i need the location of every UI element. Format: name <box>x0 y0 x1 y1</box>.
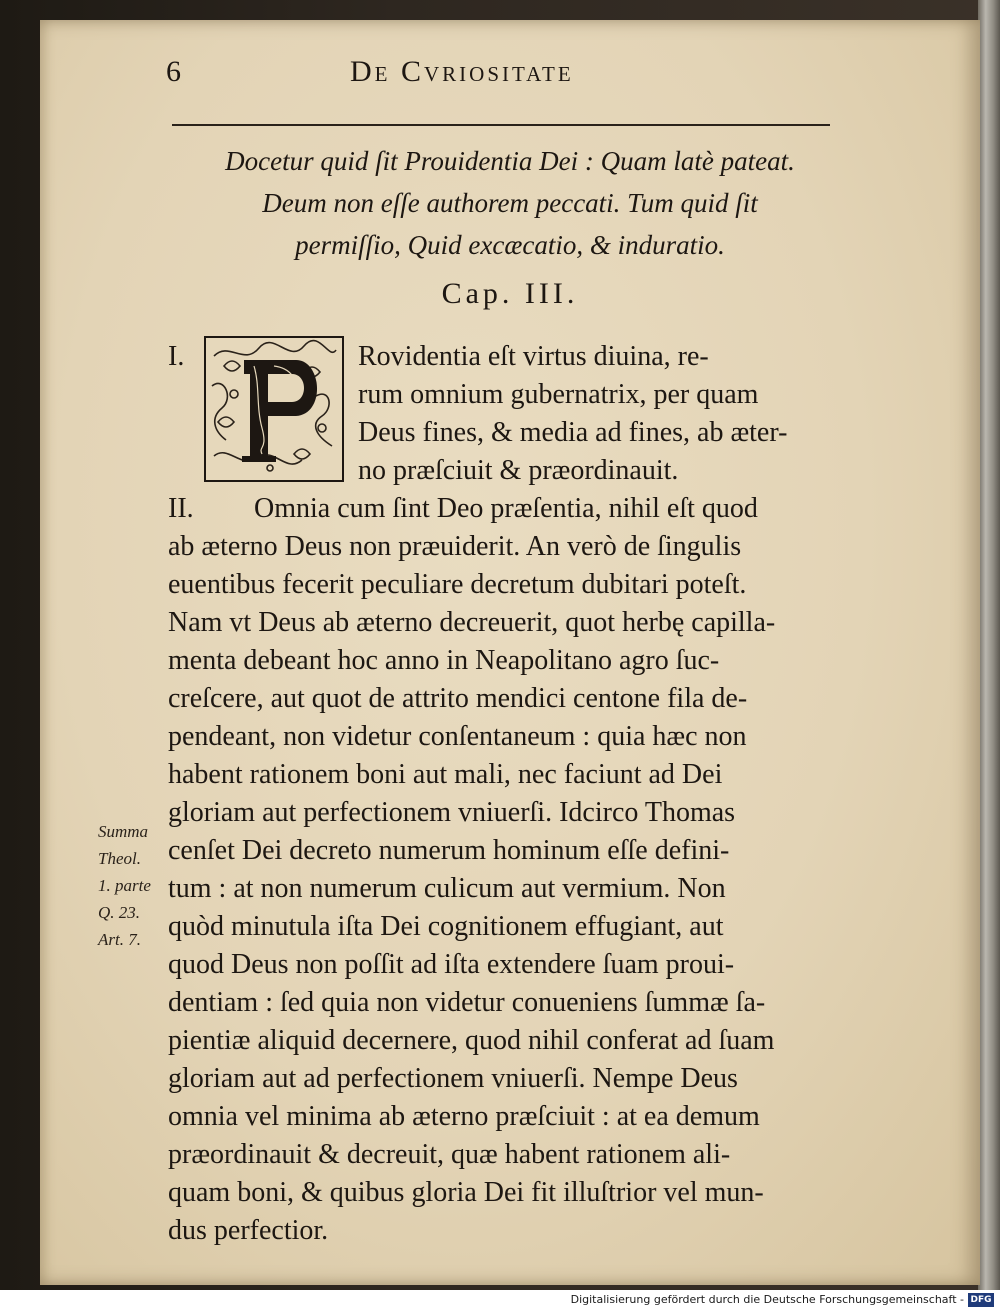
header-rule <box>172 124 830 126</box>
marginal-line: Theol. <box>98 849 141 868</box>
text-line: ab æterno Deus non præuiderit. An verò de ſingulis <box>168 531 742 562</box>
page-edge <box>978 0 1000 1290</box>
text-line: Rovidentia eſt virtus diuina, re- <box>358 341 709 372</box>
decorated-initial-p-icon <box>204 336 344 482</box>
paragraph-number: II. <box>168 493 194 524</box>
dfg-logo-icon: DFG <box>968 1293 994 1307</box>
text-line: præordinauit & decreuit, quæ habent rationem ali- <box>168 1139 731 1170</box>
marginal-line: 1. parte <box>98 876 151 895</box>
text-line: menta debeant hoc anno in Neapolitano agro ſuc- <box>168 645 720 676</box>
text-line: omnia vel minima ab æterno præſciuit : at ea demum <box>168 1101 760 1132</box>
text-line: Deus fines, & media ad fines, ab æter- <box>358 417 788 448</box>
running-title: De Cvriositate <box>350 55 574 88</box>
text-line: creſcere, aut quot de attrito mendici centone fila de- <box>168 683 748 714</box>
text-line: dentiam : ſed quia non videtur conueniens ſummæ ſa- <box>168 987 766 1018</box>
paragraph-number: I. <box>168 341 185 372</box>
chapter-title: Cap. III. <box>441 277 579 310</box>
page-number: 6 <box>166 55 181 88</box>
footer-bar <box>0 1290 1000 1311</box>
text-line: Nam vt Deus ab æterno decreuerit, quot herbę capilla- <box>168 607 776 638</box>
text-line: tum : at non numerum culicum aut vermium. Non <box>168 873 726 904</box>
marginal-line: Art. 7. <box>98 930 141 949</box>
text-line: gloriam aut ad perfectionem vniuerſi. Nempe Deus <box>168 1063 738 1094</box>
text-line: quòd minutula iſta Dei cognitionem effugiant, aut <box>168 911 724 942</box>
chapter-summary <box>160 140 860 266</box>
text-line: dus perfectior. <box>168 1215 329 1246</box>
text-line: euentibus fecerit peculiare decretum dubitari poteſt. <box>168 569 747 600</box>
text-line: cenſet Dei decreto numerum hominum eſſe defini- <box>168 835 730 866</box>
summary-line: permiſſio, Quid excæcatio, & induratio. <box>295 230 725 260</box>
text-line: no præſciuit & præordinauit. <box>358 455 679 486</box>
summary-line: Docetur quid ſit Prouidentia Dei : Quam latè pateat. <box>225 146 795 176</box>
decorated-initial <box>204 336 344 482</box>
text-line: quam boni, & quibus gloria Dei fit illuſtrior vel mun- <box>168 1177 764 1208</box>
text-line: pientiæ aliquid decernere, quod nihil conferat ad ſuam <box>168 1025 775 1056</box>
text-line: pendeant, non videtur conſentaneum : quia hæc non <box>168 721 747 752</box>
funding-credit: Digitalisierung gefördert durch die Deutsche Forschungsgemeinschaft - <box>570 1293 964 1306</box>
text-line: Omnia cum ſint Deo præſentia, nihil eſt quod <box>254 493 758 524</box>
text-line: rum omnium gubernatrix, per quam <box>358 379 759 410</box>
summary-line: Deum non eſſe authorem peccati. Tum quid ſit <box>262 188 758 218</box>
text-line: gloriam aut perfectionem vniuerſi. Idcirco Thomas <box>168 797 736 828</box>
marginal-note <box>98 818 178 953</box>
text-line: quod Deus non poſſit ad iſta extendere ſuam proui- <box>168 949 735 980</box>
running-head <box>40 54 980 94</box>
marginal-line: Q. 23. <box>98 903 141 922</box>
text-line: habent rationem boni aut mali, nec faciunt ad Dei <box>168 759 723 790</box>
book-page <box>40 20 980 1285</box>
marginal-line: Summa <box>98 822 149 841</box>
